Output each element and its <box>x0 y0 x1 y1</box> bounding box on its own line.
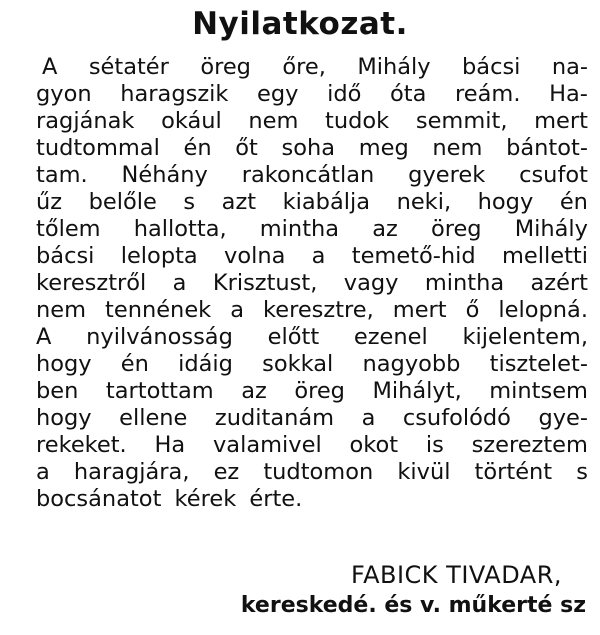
word: tartottam <box>105 378 214 404</box>
word: Mihály <box>514 216 588 242</box>
notice-title: Nyilatkozat. <box>192 6 408 42</box>
body-line-9 <box>36 270 588 297</box>
word: nyilvánosság <box>86 324 233 350</box>
word: na- <box>551 54 588 80</box>
word: zuditanám <box>214 405 335 431</box>
word: ő <box>465 297 480 323</box>
word: az <box>372 216 398 242</box>
word: valamivel <box>212 432 322 458</box>
word: én <box>183 135 212 161</box>
word: mintsem <box>489 378 588 404</box>
word: a <box>311 243 326 269</box>
word: Ha <box>154 432 186 458</box>
signature-role: kereskedé. és v. műkerté sz <box>240 593 586 618</box>
word: tisztelet- <box>489 351 588 377</box>
word: kiabálja <box>282 189 371 215</box>
word: gyerek <box>408 162 486 188</box>
word: semmit, <box>415 108 508 134</box>
body-line-5 <box>36 162 588 189</box>
word: rekeket. <box>36 432 127 458</box>
word: Krisztust, <box>212 270 318 296</box>
word: Mihályt, <box>372 378 462 404</box>
word: keresztre, <box>263 297 374 323</box>
word: ben <box>36 378 79 404</box>
word: csufolódó <box>402 405 511 431</box>
word: sokkal <box>262 351 334 377</box>
word: a <box>36 459 50 485</box>
word: gye- <box>538 405 588 431</box>
word: is <box>425 432 444 458</box>
word: haragjára, <box>73 459 190 485</box>
word: tudok <box>325 108 390 134</box>
body-line-13 <box>36 378 588 405</box>
word: s <box>183 189 196 215</box>
word: meg <box>358 135 409 161</box>
word: a <box>230 297 244 323</box>
word: a <box>172 270 187 296</box>
word: vagy <box>343 270 399 296</box>
word: történt <box>474 459 553 485</box>
word: volna <box>224 243 286 269</box>
word: hogy <box>477 189 534 215</box>
word: idáig <box>178 351 233 377</box>
word: ezenel <box>353 324 428 350</box>
word: reám. <box>455 81 521 107</box>
word: hogy <box>36 351 92 377</box>
word: előtt <box>267 324 320 350</box>
signature-name: FABICK TIVADAR, <box>350 561 562 589</box>
word: ragjának <box>36 108 135 134</box>
word: nem <box>432 135 483 161</box>
word: lelopta <box>120 243 198 269</box>
word: gyon <box>36 81 92 107</box>
word: A <box>36 324 52 350</box>
body-line-14 <box>36 405 588 432</box>
word: szereztem <box>471 432 588 458</box>
body-line-8 <box>36 243 588 270</box>
word: mintha <box>259 216 340 242</box>
body-line-3 <box>36 108 588 135</box>
word: egy <box>257 81 299 107</box>
word: bácsi <box>36 243 95 269</box>
body-line-7 <box>36 216 588 243</box>
word: rakoncátlan <box>241 162 375 188</box>
body-line-11 <box>36 324 588 351</box>
word: csufot <box>519 162 588 188</box>
word: hogy <box>36 405 92 431</box>
word: okot <box>349 432 399 458</box>
word: bácsi <box>462 54 521 80</box>
word: nem <box>36 297 87 323</box>
word: keresztről <box>36 270 147 296</box>
word: én <box>120 351 149 377</box>
word: bántot- <box>506 135 588 161</box>
word: őt <box>235 135 258 161</box>
word: a <box>361 405 376 431</box>
word: tudtommal <box>36 135 160 161</box>
word: Mihály <box>357 54 431 80</box>
body-line-16 <box>36 459 588 486</box>
word: öreg <box>294 378 345 404</box>
word: tennének <box>105 297 212 323</box>
word: s <box>576 459 588 485</box>
word: őre, <box>282 54 326 80</box>
word: kijelentem, <box>462 324 588 350</box>
word: idő <box>327 81 362 107</box>
word: mert <box>392 297 447 323</box>
word: haragszik <box>120 81 229 107</box>
word: öreg <box>200 54 251 80</box>
body-line-10 <box>36 297 588 324</box>
word: az <box>241 378 267 404</box>
word: temető-hid <box>351 243 476 269</box>
word: mert <box>534 108 588 134</box>
word: tudtomon <box>263 459 374 485</box>
body-line-15 <box>36 432 588 459</box>
word: nagyobb <box>362 351 461 377</box>
word: ez <box>213 459 240 485</box>
word: lelopná. <box>498 297 588 323</box>
word: Ha- <box>549 81 588 107</box>
word: mintha <box>424 270 505 296</box>
body-line-6 <box>36 189 588 216</box>
word: soha <box>281 135 336 161</box>
word: nem <box>248 108 299 134</box>
word: azt <box>221 189 257 215</box>
word: sétatér <box>88 54 169 80</box>
word: neki, <box>396 189 452 215</box>
body-line-4 <box>36 135 588 162</box>
body-line-1 <box>42 54 588 81</box>
word: azért <box>530 270 588 296</box>
word: én <box>559 189 588 215</box>
word: okául <box>161 108 222 134</box>
word: melletti <box>501 243 588 269</box>
word: belőle <box>88 189 157 215</box>
body-line-2 <box>36 81 588 108</box>
word: öreg <box>430 216 482 242</box>
word: hallotta, <box>133 216 227 242</box>
word: tőlem <box>36 216 101 242</box>
word: ellene <box>119 405 188 431</box>
word: Néhány <box>121 162 208 188</box>
word: tam. <box>36 162 88 188</box>
word: űz <box>36 189 63 215</box>
body-line-17: bocsánatot kérek érte. <box>36 486 303 512</box>
body-line-12 <box>36 351 588 378</box>
word: kivül <box>397 459 451 485</box>
word: A <box>42 54 58 80</box>
word: óta <box>390 81 427 107</box>
